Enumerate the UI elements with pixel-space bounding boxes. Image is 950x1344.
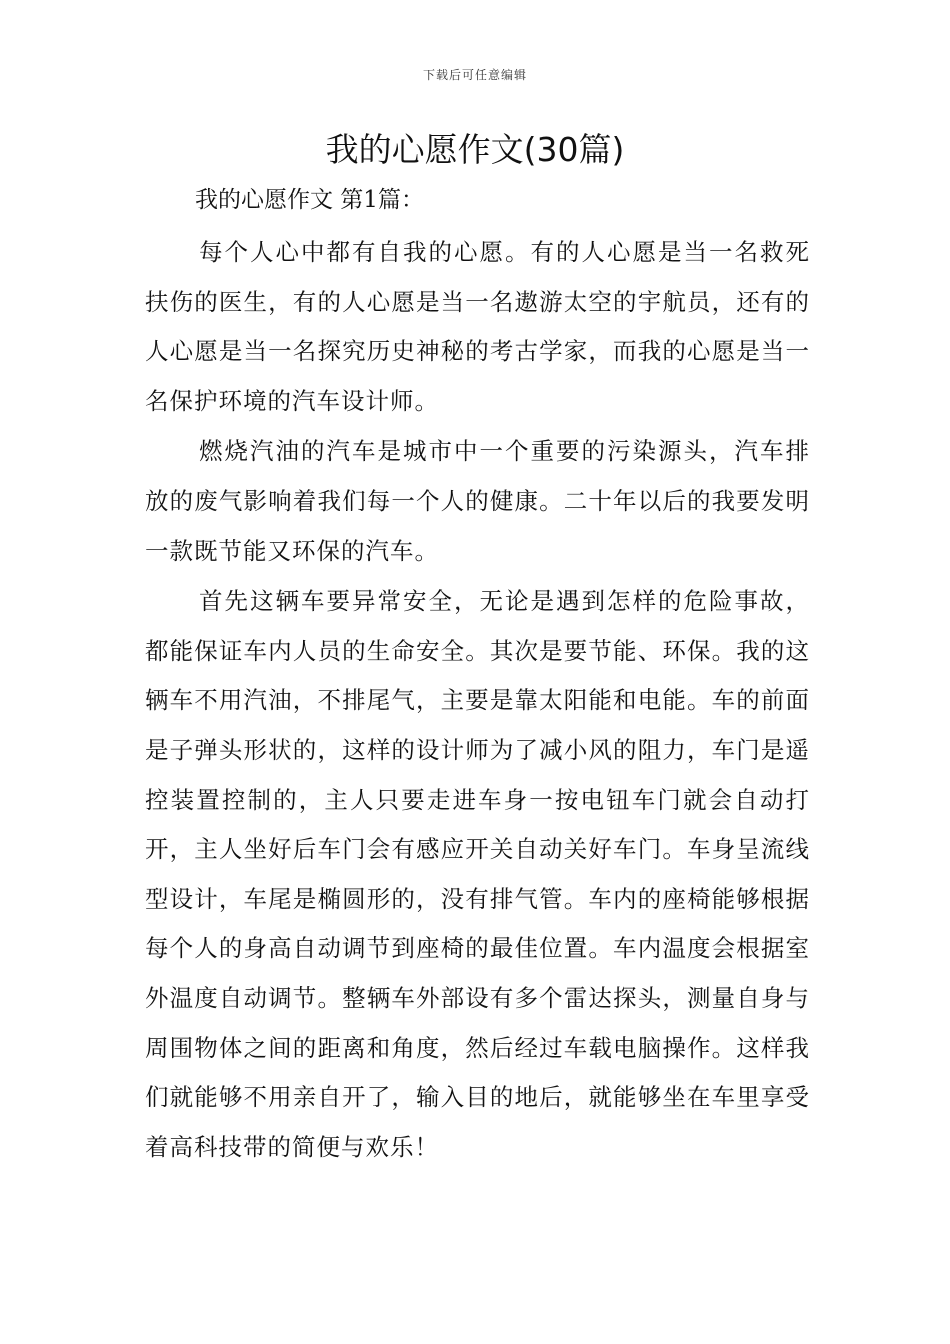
paragraph-3: 首先这辆车要异常安全，无论是遇到怎样的危险事故，都能保证车内人员的生命安全。其次是要节能、环保。我的这辆车不用汽油，不排尾气，主要是靠太阳能和电能。车的前面是子弹头形状的，这样的设计师为了减小风的阻力，车门是遥控装置控制的，主人只要走进车身一按电钮车门就会自动打开，主人坐好后车门会有感应开关自动关好车门。车身呈流线型设计，车尾是椭圆形的，没有排气管。车内的座椅能够根据每个人的身高自动调节到座椅的最佳位置。车内温度会根据室外温度自动调节。整辆车外部设有多个雷达探头，测量自身与周围物体之间的距离和角度，然后经过车载电脑操作。这样我们就能够不用亲自开了，输入目的地后，就能够坐在车里享受着高科技带的简便与欢乐！ [145,587,810,1161]
paragraph-2: 燃烧汽油的汽车是城市中一个重要的污染源头，汽车排放的废气影响着我们每一个人的健康。二十年以后的我要发明一款既节能又环保的汽车。 [145,437,810,565]
section-heading: 我的心愿作文 第1篇： [195,187,424,213]
document-title: 我的心愿作文(30篇) [325,130,625,169]
body-text [145,228,810,1173]
paragraph-1: 每个人心中都有自我的心愿。有的人心愿是当一名救死扶伤的医生，有的人心愿是当一名遨游太空的宇航员，还有的人心愿是当一名探究历史神秘的考古学家，而我的心愿是当一名保护环境的汽车设计师。 [145,238,810,415]
header-note: 下载后可任意编辑 [422,68,527,82]
